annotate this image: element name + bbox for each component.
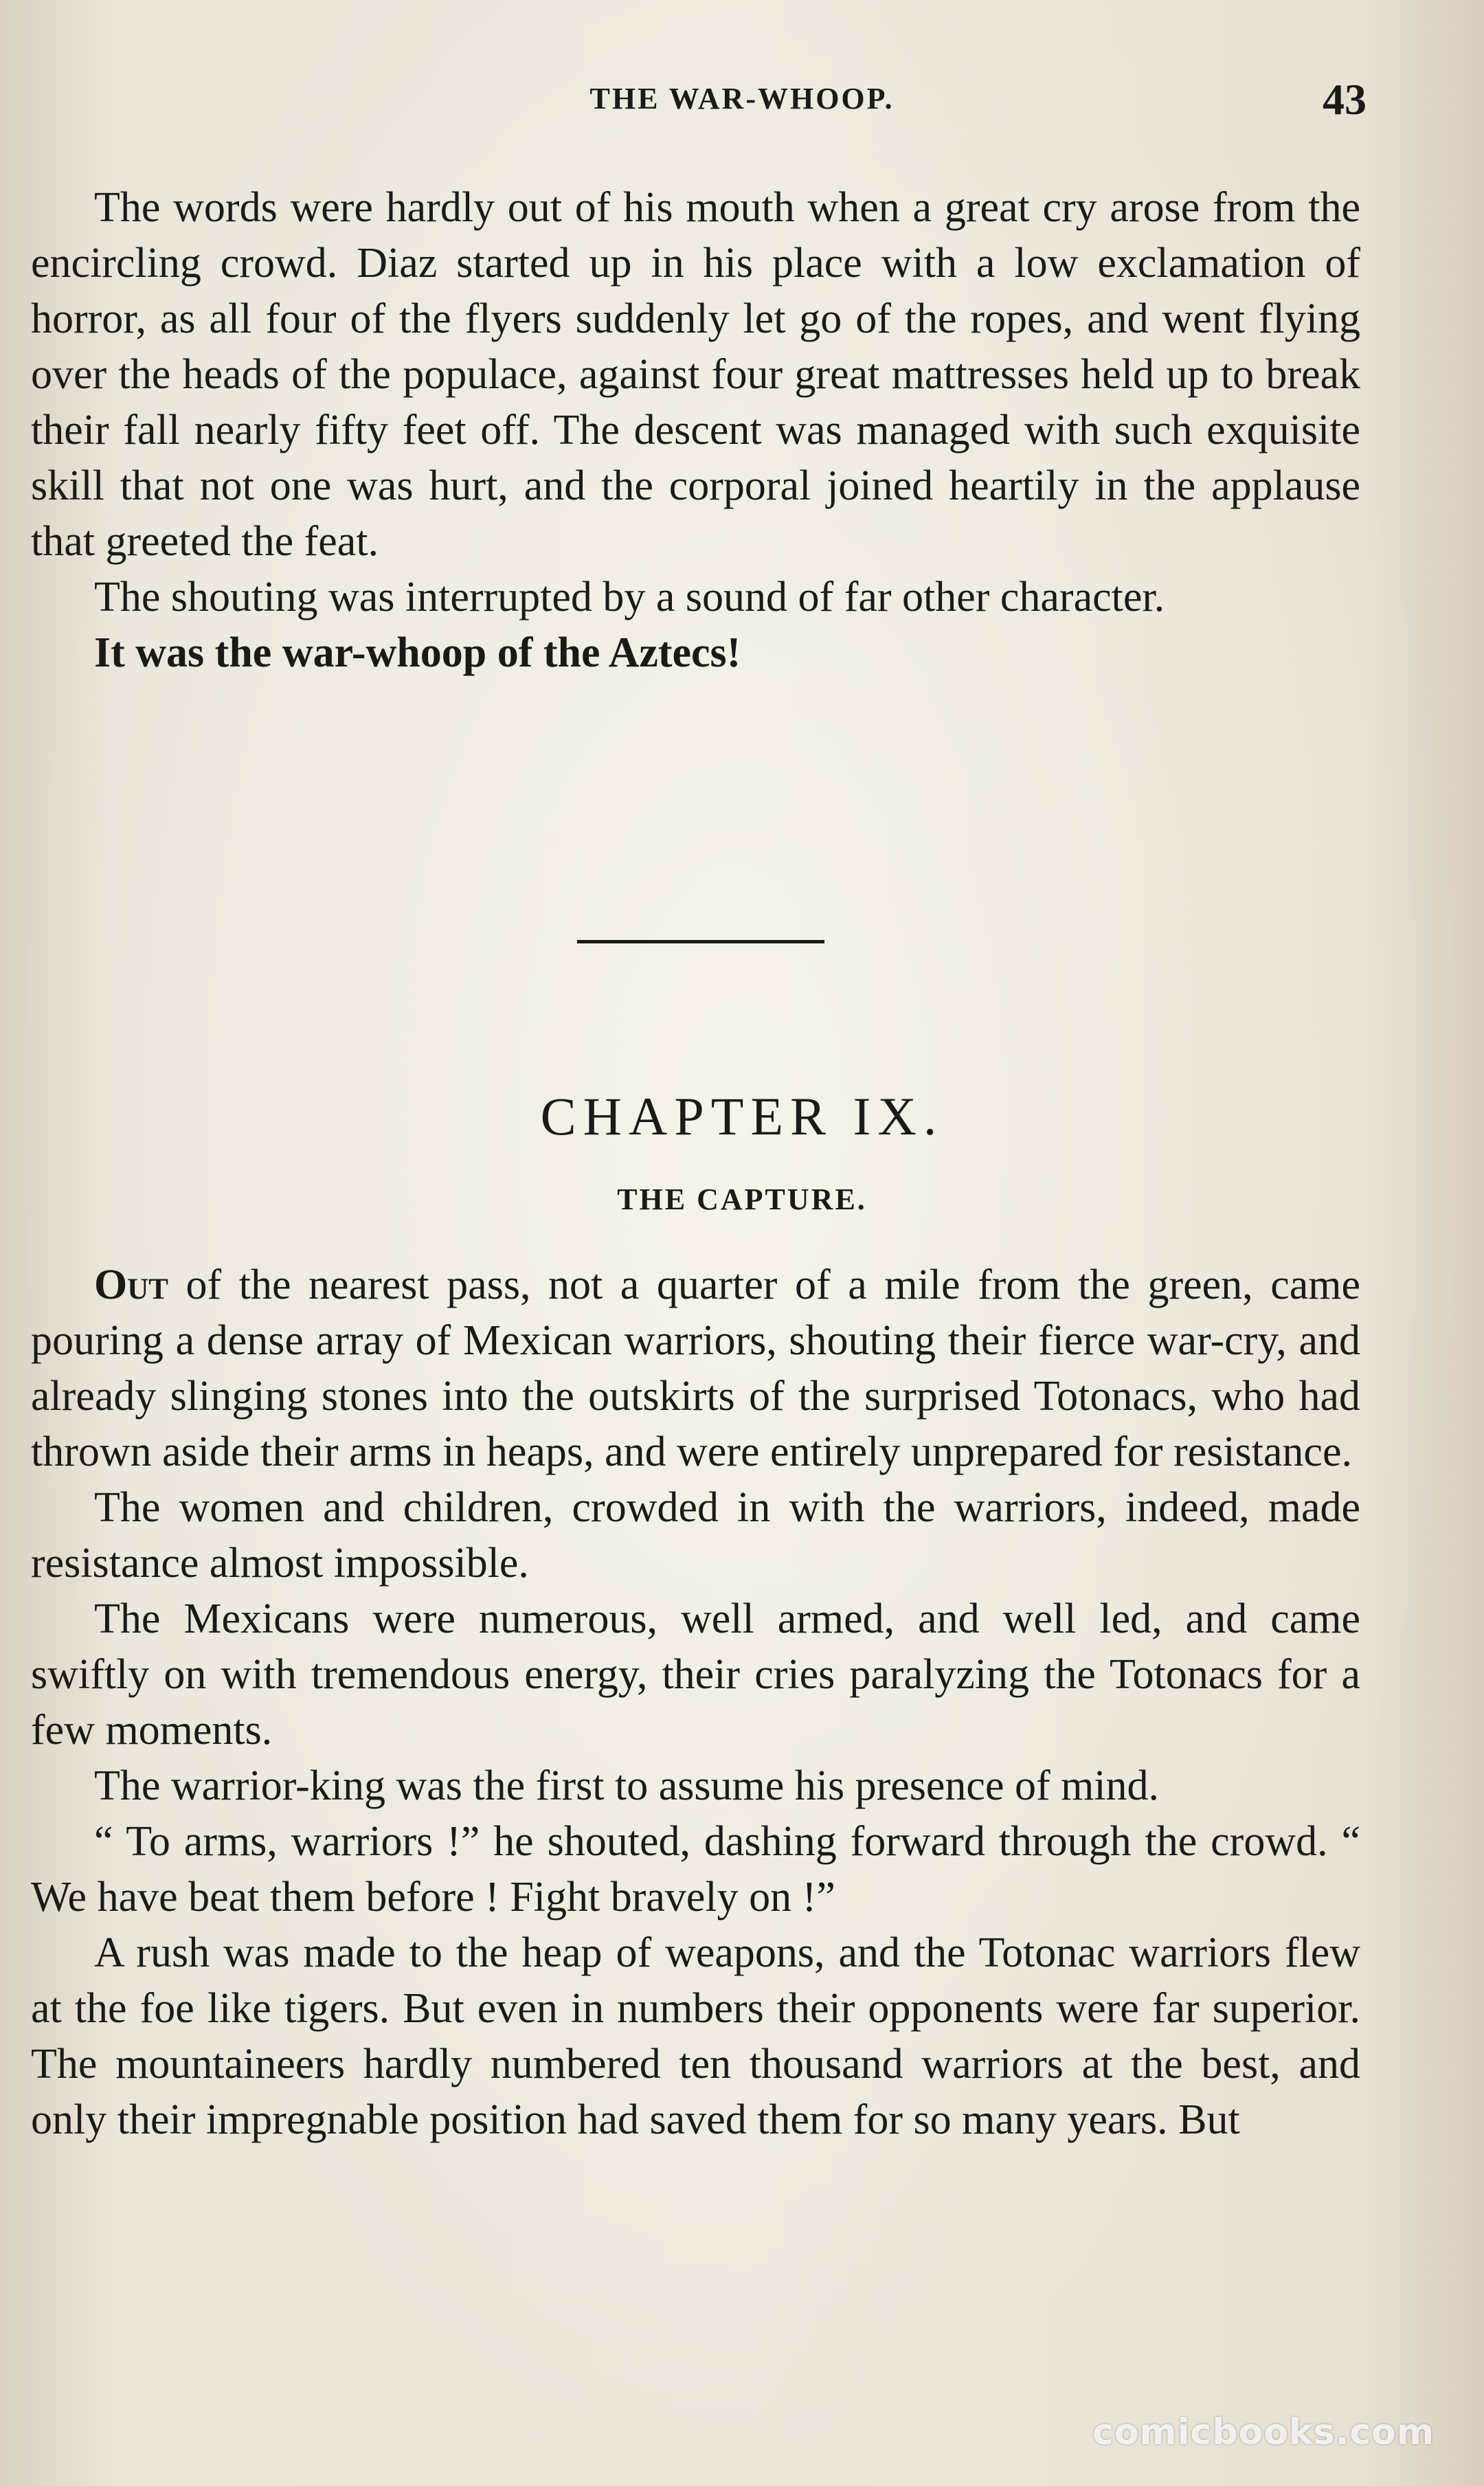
- paragraph: The words were hardly out of his mouth when a great cry arose from the encircling crowd. Diaz started up in his place with a low exclamation of horror, as all four of the flyers suddenly let go of the ropes, and went flying over the heads of the populace, against four great mattresses held up to break their fall nearly fifty feet off. The descent was managed with such exquisite skill that not one was hurt, and the corporal joined heartily in the applause that greeted the feat.: [31, 184, 1360, 565]
- text-block-chapter: [31, 1257, 1360, 2148]
- page-number: 43: [1323, 75, 1367, 124]
- paragraph-war-whoop: It was the war-whoop of the Aztecs!: [94, 629, 741, 676]
- paragraph-opening: [31, 1257, 1360, 1480]
- running-head: THE WAR-WHOOP.: [589, 82, 895, 115]
- watermark: comicbooks.com: [1092, 2412, 1435, 2453]
- opening-text: of the nearest pass, not a quarter of a mile from the green, came pouring a dense array of Mexican warriors, shouting their fierce war-cry, and already slinging stones into the outskirts of the surprised Totonacs, who had thrown aside their arms in heaps, and were entirely unprepared for resistance.: [31, 1262, 1360, 1475]
- paragraph-dialogue: “ To arms, warriors !” he shouted, dashing forward through the crowd. “ We have beat them before ! Fight bravely on !”: [31, 1818, 1360, 1921]
- paragraph: The women and children, crowded in with the warriors, indeed, made resistance almost impossible.: [31, 1484, 1360, 1587]
- paragraph: A rush was made to the heap of weapons, and the Totonac warriors flew at the foe like tigers. But even in numbers their opponents were far superior. The mountaineers hardly numbered ten thousand warriors at the best, and only their impregnable position had saved them for so many years. But: [31, 1929, 1360, 2143]
- paragraph: The Mexicans were numerous, well armed, and well led, and came swiftly on with tremendous energy, their cries paralyzing the Totonacs for a few moments.: [31, 1595, 1360, 1754]
- opening-word: Out: [94, 1262, 168, 1308]
- chapter-subtitle: THE CAPTURE.: [617, 1183, 867, 1216]
- section-divider: [577, 940, 824, 943]
- paragraph: The warrior-king was the first to assume his presence of mind.: [94, 1762, 1160, 1809]
- text-block-before-chapter: [31, 180, 1360, 681]
- chapter-title: CHAPTER IX.: [540, 1086, 944, 1146]
- paragraph: The shouting was interrupted by a sound of far other character.: [94, 574, 1165, 620]
